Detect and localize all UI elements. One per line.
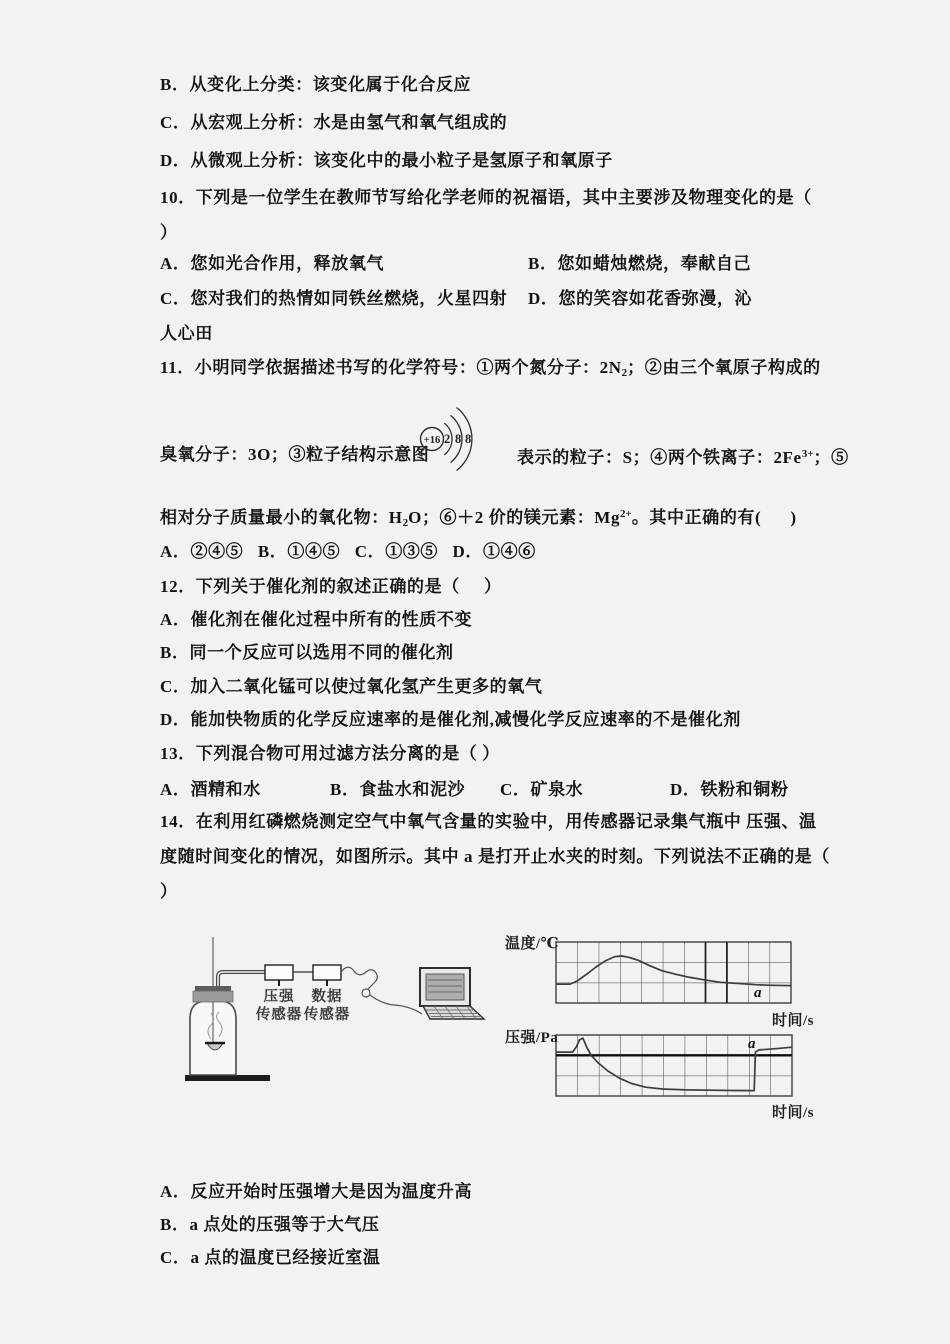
- q10-stem-close-paren: ）: [160, 223, 178, 242]
- q11-stem-line1: [160, 356, 821, 385]
- q10-stem: 10．下列是一位学生在教师节写给化学老师的祝福语，其中主要涉及物理变化的是（: [160, 188, 812, 207]
- q10-option-a: A．您如光合作用，释放氧气: [160, 254, 385, 273]
- q10-option-c: C．您对我们的热情如同铁丝燃烧，火星四射: [160, 289, 508, 308]
- bottle-cap: [193, 991, 233, 1002]
- particle-structure-diagram: [407, 402, 519, 482]
- q12-stem: 12．下列关于催化剂的叙述正确的是（ ）: [160, 577, 502, 596]
- q9-option-d: D．从微观上分析：该变化中的最小粒子是氢原子和氧原子: [160, 151, 613, 170]
- cable: [341, 967, 377, 989]
- q11-options: A．②④⑤ B．①④⑤ C．①③⑤ D．①④⑥: [160, 542, 536, 561]
- pressure-x-axis-label: 时间/s: [772, 1105, 815, 1121]
- stand-base: [185, 1075, 270, 1081]
- pressure-sensor-label-line1: 压强: [263, 989, 295, 1005]
- q14-option-b: B．a 点处的压强等于大气压: [160, 1215, 380, 1234]
- q10-option-d: D．您的笑容如花香弥漫，沁: [528, 289, 753, 308]
- shell-2-electron-count: 8: [455, 432, 462, 446]
- temperature-point-a-label: a: [754, 985, 762, 1001]
- q11-stem-line2-right: [517, 443, 849, 469]
- pressure-sensor-box: [265, 965, 293, 980]
- q11-line2-text-cont: ；⑤: [813, 448, 849, 467]
- q12-option-b: B．同一个反应可以选用不同的催化剂: [160, 643, 454, 662]
- q12-option-c: C．加入二氧化锰可以使过氧化氢产生更多的氧气: [160, 677, 543, 696]
- temperature-chart: [500, 928, 830, 1030]
- q11-line2-superscript: 3+: [801, 448, 814, 460]
- q9-option-b: B．从变化上分类：该变化属于化合反应: [160, 75, 472, 94]
- q11-stem-line3: [160, 503, 797, 535]
- q14-option-a: A．反应开始时压强增大是因为温度升高: [160, 1182, 473, 1201]
- q11-stem-line2-left: 臭氧分子：3O；③粒子结构示意图: [160, 445, 430, 464]
- shell-1-electron-count: 2: [444, 432, 451, 446]
- data-sensor-label-line2: 传感器: [303, 1007, 351, 1023]
- temperature-y-axis-label: 温度/℃: [505, 936, 560, 952]
- q11-line1-text-cont: ；②由三个氧原子构成的: [627, 358, 821, 377]
- cable-tail: [370, 995, 422, 1014]
- q13-stem: 13．下列混合物可用过滤方法分离的是（ ）: [160, 744, 500, 763]
- q9-option-c: C．从宏观上分析：水是由氢气和氧气组成的: [160, 113, 508, 132]
- q12-option-d: D．能加快物质的化学反应速率的是催化剂,减慢化学反应速率的不是催化剂: [160, 710, 741, 729]
- pressure-grid: [556, 1035, 792, 1096]
- q11-line1-text: 11．小明同学依据描述书写的化学符号：①两个氮分子：2N: [160, 358, 622, 377]
- q11-line2-text: 表示的粒子：S；④两个铁离子：2Fe: [517, 448, 802, 467]
- temperature-x-axis-label: 时间/s: [772, 1013, 815, 1029]
- q11-line3-text-mid: O；⑥＋2 价的镁元素：Mg: [408, 508, 621, 527]
- q14-stem-line2: 度随时间变化的情况，如图所示。其中 a 是打开止水夹的时刻。下列说法不正确的是（: [160, 847, 830, 866]
- q13-option-b: B．食盐水和泥沙: [330, 780, 466, 799]
- q14-option-c: C．a 点的温度已经接近室温: [160, 1248, 381, 1267]
- pressure-chart: [500, 1022, 830, 1122]
- q14-stem-close-paren: ）: [160, 882, 178, 901]
- pressure-sensor-label-line2: 传感器: [255, 1007, 303, 1023]
- q12-option-a: A．催化剂在催化过程中所有的性质不变: [160, 610, 473, 629]
- pressure-y-axis-label: 压强/Pa: [505, 1030, 559, 1046]
- q11-line1-subscript: 2: [621, 367, 628, 379]
- q13-option-a: A．酒精和水: [160, 780, 261, 799]
- q11-line3-text: 相对分子质量最小的氧化物：H: [160, 508, 403, 527]
- data-sensor-box: [313, 965, 341, 980]
- q14-stem-line1: 14．在利用红磷燃烧测定空气中氧气含量的实验中，用传感器记录集气瓶中 压强、温: [160, 812, 817, 831]
- q13-option-c: C．矿泉水: [500, 780, 584, 799]
- q10-option-b: B．您如蜡烛燃烧，奉献自己: [528, 254, 752, 273]
- nucleus-charge-label: +16: [423, 435, 441, 446]
- q13-option-d: D．铁粉和铜粉: [670, 780, 789, 799]
- experiment-apparatus: [180, 925, 500, 1117]
- shell-3-electron-count: 8: [465, 432, 472, 446]
- q11-line3-superscript: 2+: [620, 508, 632, 520]
- data-sensor-label-line1: 数据: [311, 989, 343, 1005]
- pressure-point-a-label: a: [748, 1036, 756, 1052]
- cable-loop: [362, 989, 370, 997]
- q11-line3-text-cont: 。其中正确的有( ): [631, 508, 797, 527]
- q11-line3-subscript: 2: [402, 517, 409, 529]
- q10-option-d-wrap: 人心田: [160, 324, 213, 343]
